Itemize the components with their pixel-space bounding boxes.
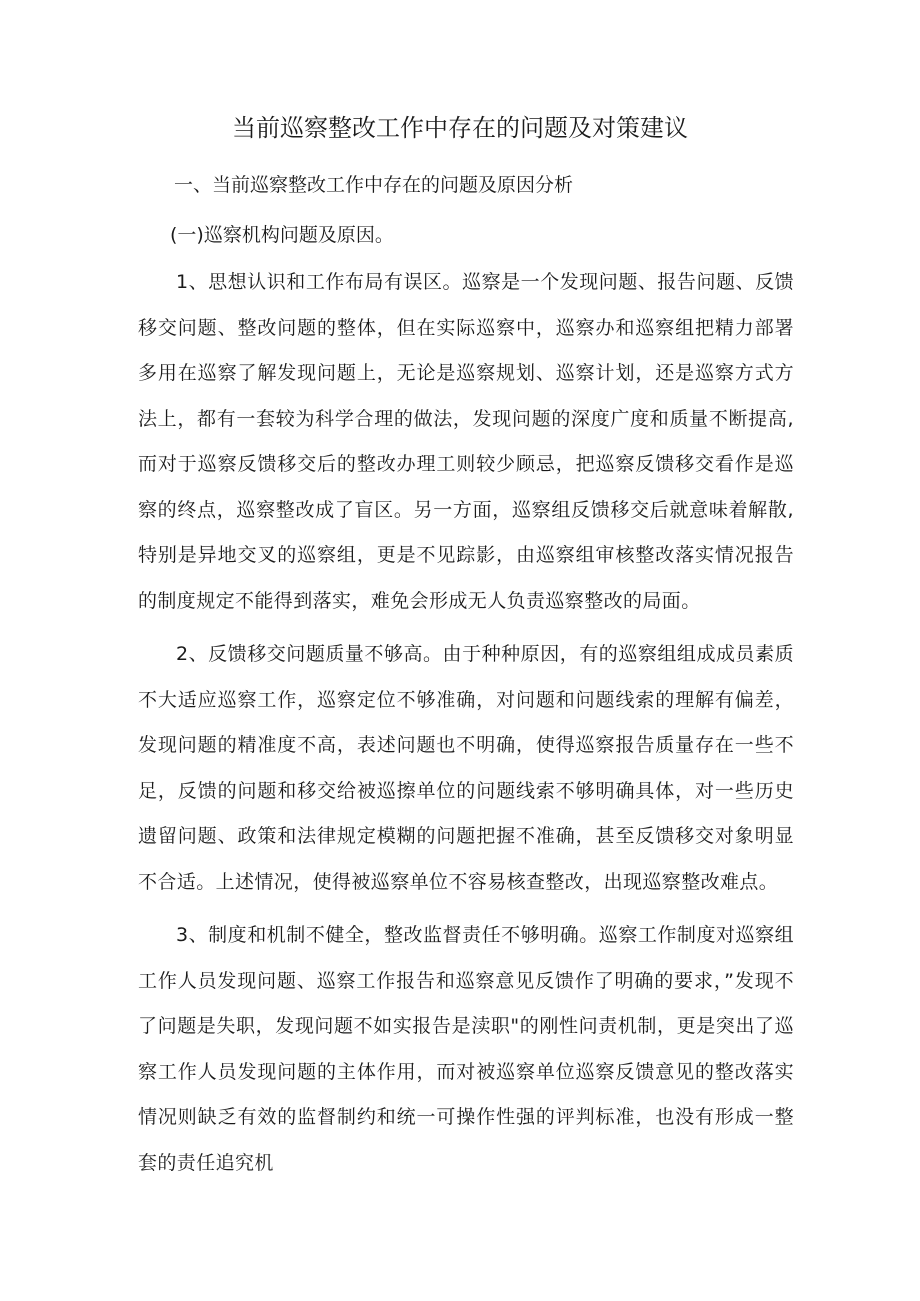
paragraph: 1、思想认识和工作布局有误区。巡察是一个发现问题、报告问题、反馈移交问题、整改问题的整体，但在实际巡察中，巡察办和巡察组把精力部署多用在巡察了解发现问题上，无论是巡察规划、巡察计划，还是巡察方式方法上，都有一套较为科学合理的做法，发现问题的深度广度和质量不断提高,而对于巡察反馈移交后的整改办理工则较少顾忌，把巡察反馈移交看作是巡察的终点，巡察整改成了盲区。另一方面，巡察组反馈移交后就意味着解散,特别是异地交叉的巡察组，更是不见踪影，由巡察组审核整改落实情况报告的制度规定不能得到落实，难免会形成无人负责巡察整改的局面。 [138, 271, 794, 612]
document-title: 当前巡察整改工作中存在的问题及对策建议 [232, 114, 688, 142]
paragraph: 3、制度和机制不健全，整改监督责任不够明确。巡察工作制度对巡察组工作人员发现问题、巡察工作报告和巡察意见反馈作了明确的要求，”发现不了问题是失职，发现问题不如实报告是渎职"的刚性问责机制，更是突出了巡察工作人员发现问题的主体作用，而对被巡察单位巡察反馈意见的整改落实情况则缺乏有效的监督制约和统一可操作性强的评判标准，也没有形成一整套的责任追究机 [138, 924, 794, 1174]
section-heading: 一、当前巡察整改工作中存在的问题及原因分析 [174, 174, 574, 196]
paragraph: 2、反馈移交问题质量不够高。由于种种原因，有的巡察组组成成员素质不大适应巡察工作，巡察定位不够准确，对问题和问题线索的理解有偏差，发现问题的精准度不高，表述问题也不明确，使得巡察报告质量存在一些不足，反馈的问题和移交给被巡擦单位的问题线索不够明确具体，对一些历史遗留问题、政策和法律规定模糊的问题把握不准确，甚至反馈移交对象明显不合适。上述情况，使得被巡察单位不容易核查整改，出现巡察整改难点。 [138, 643, 794, 893]
subsection-heading: (一)巡察机构问题及原因。 [170, 224, 394, 246]
document-body [138, 160, 794, 1194]
